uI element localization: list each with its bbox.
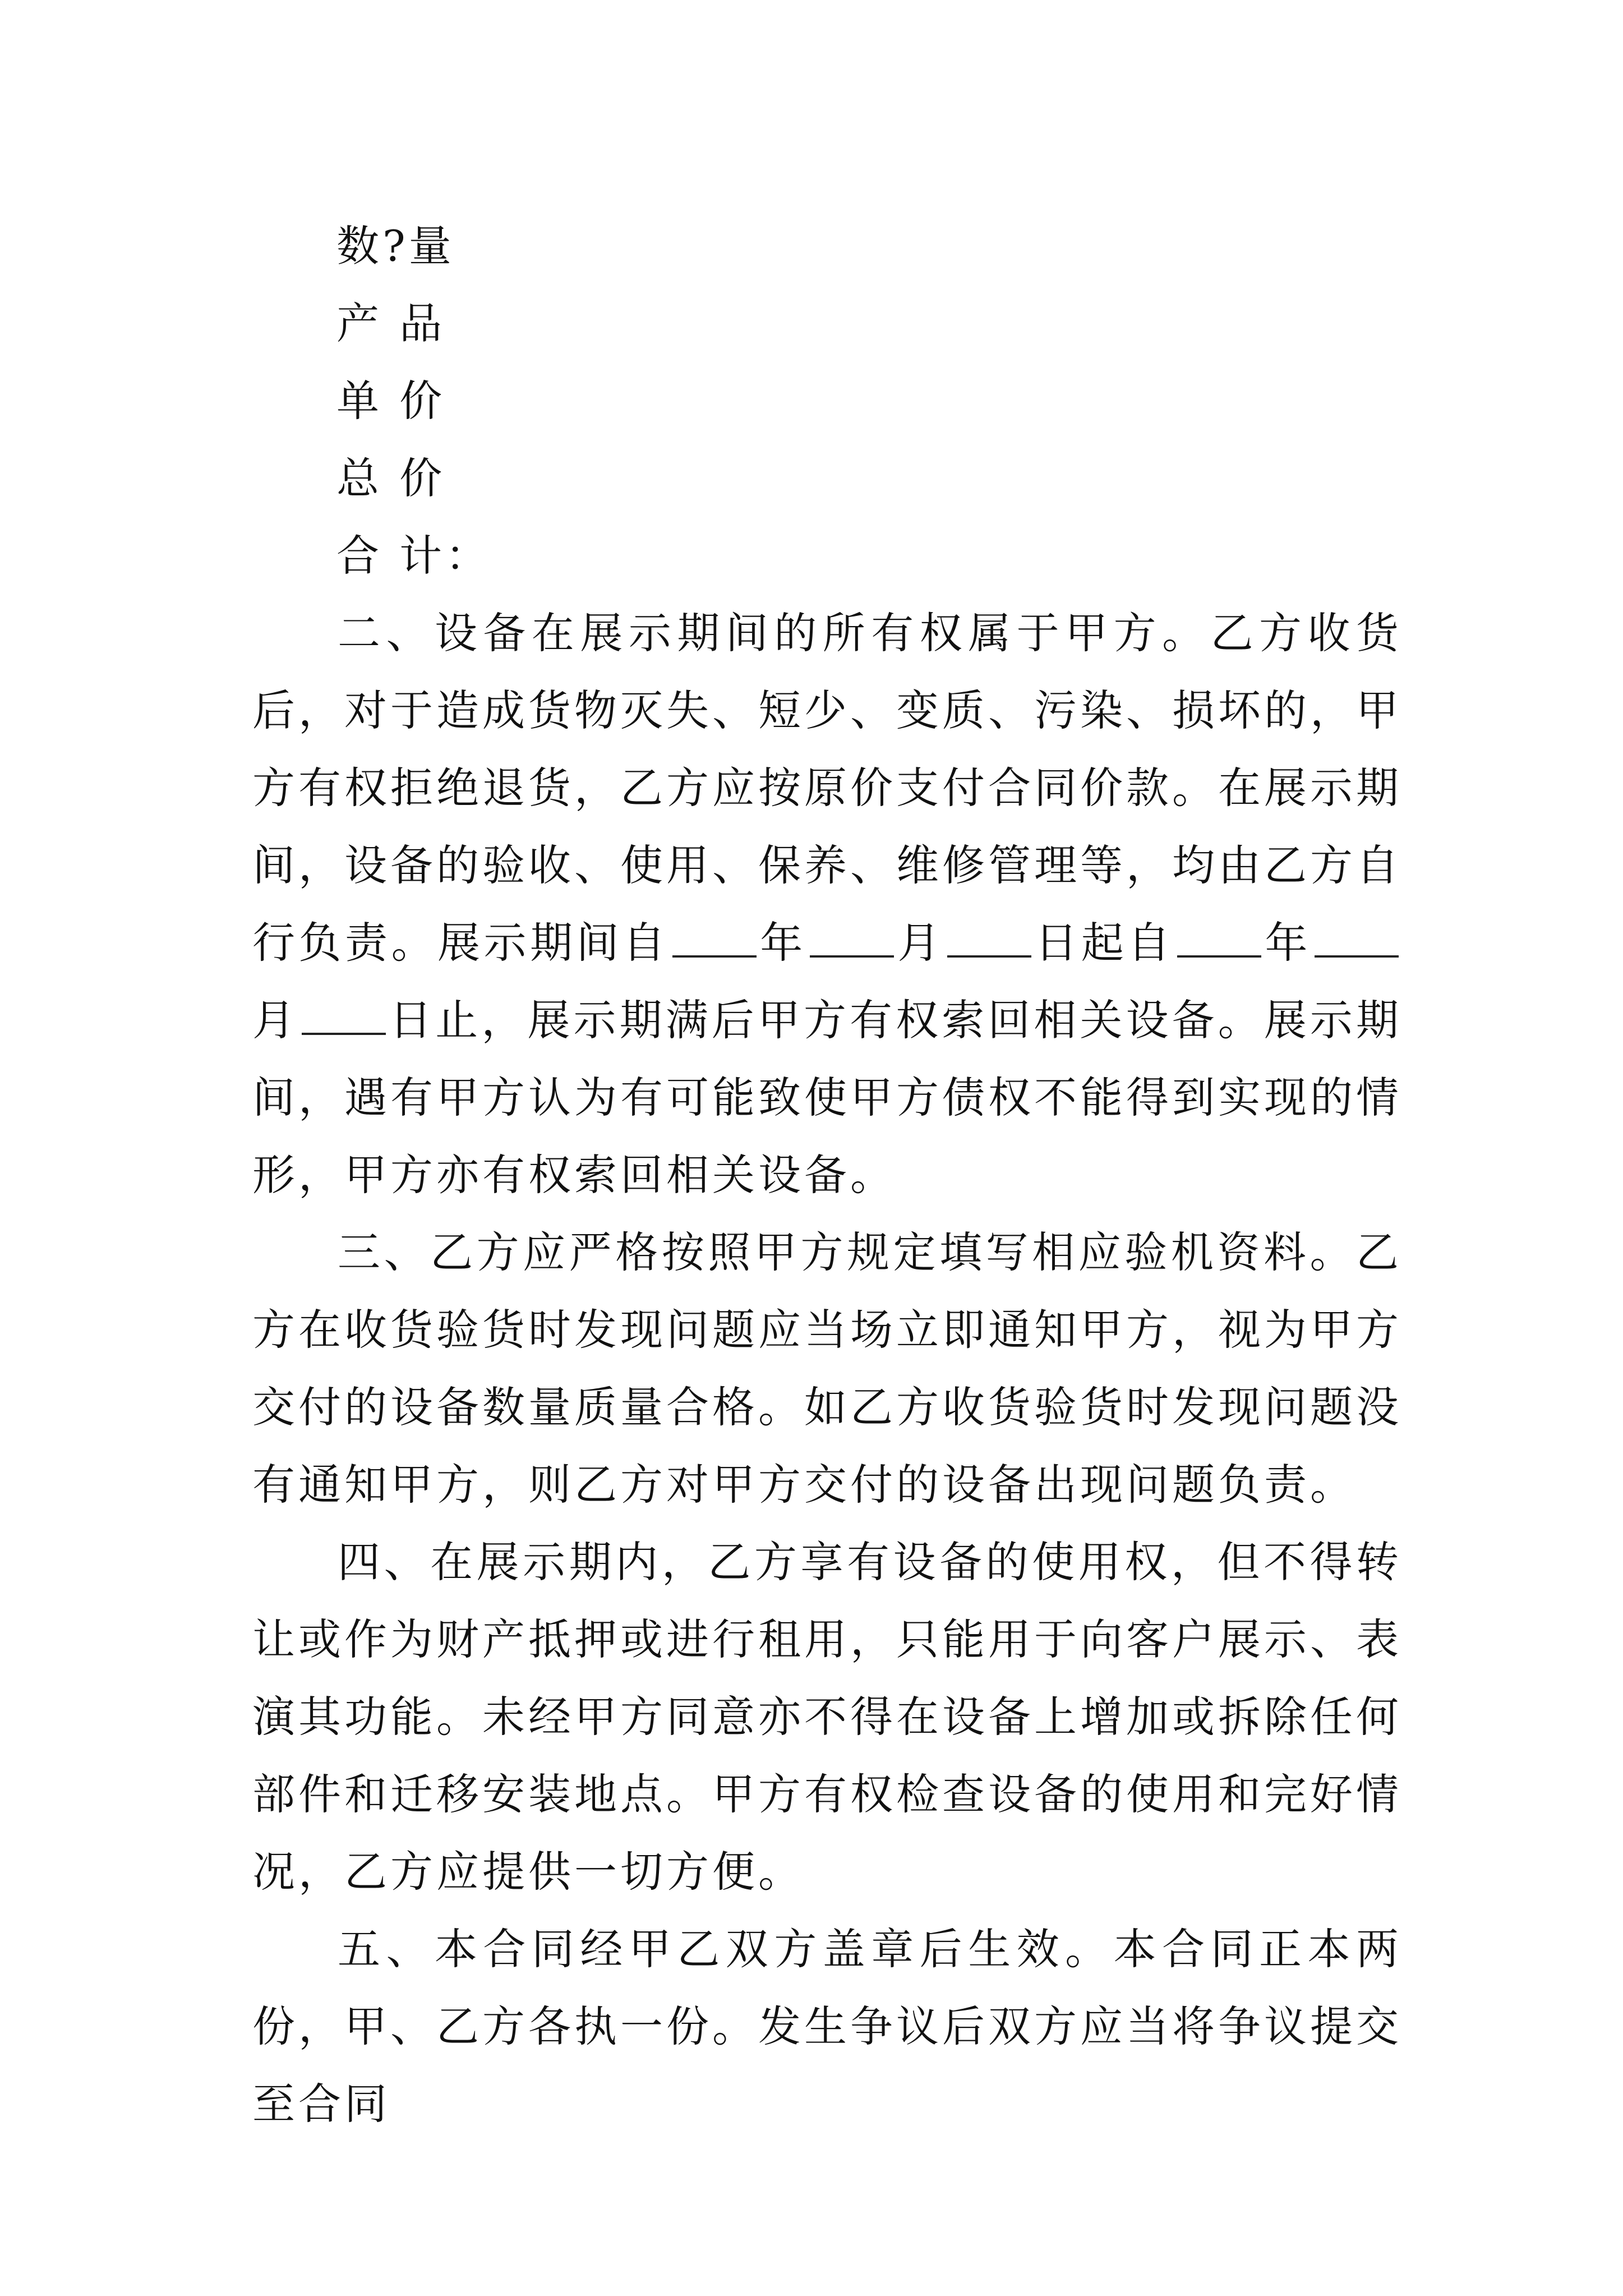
- document-body: [252, 208, 1402, 2143]
- item-sum: 合 计：: [336, 531, 492, 581]
- blank-year-end: [1177, 953, 1261, 958]
- label-day-until: 日止，: [389, 995, 528, 1045]
- item-total-price: 总 价: [336, 453, 446, 503]
- clause-5: 五、本合同经甲乙双方盖章后生效。本合同正本两份，甲、乙方各执一份。发生争议后双方应当将争议提交至合同: [252, 1924, 1402, 2129]
- blank-month-start: [810, 953, 894, 958]
- label-year: 年: [759, 918, 806, 968]
- blank-day-start: [947, 953, 1031, 958]
- clause-2-text-after: 展示期满后甲方有权索回相关设备。展示期间，遇有甲方认为有可能致使甲方债权不能得到实现的情形，甲方亦有权索回相关设备。: [252, 995, 1403, 1200]
- label-month: 月: [897, 918, 944, 968]
- blank-month-end: [1315, 953, 1399, 958]
- item-quantity: 数?量: [336, 221, 455, 271]
- item-product: 产 品: [336, 298, 446, 348]
- label-month: 月: [252, 995, 299, 1045]
- blank-year-start: [672, 953, 757, 958]
- clause-2: [252, 595, 1402, 1214]
- blank-day-end: [302, 1030, 386, 1035]
- clause-4: 四、在展示期内，乙方享有设备的使用权，但不得转让或作为财产抵押或进行租用，只能用于向客户展示、表演其功能。未经甲方同意亦不得在设备上增加或拆除任何部件和迁移安装地点。甲方有权检查设备的使用和完好情况，乙方应提供一切方便。: [252, 1537, 1402, 1897]
- clause-2-text: 二、设备在展示期间的所有权属于甲方。乙方收货后，对于造成货物灭失、短少、变质、污染、损坏的，甲方有权拒绝退货，乙方应按原价支付合同价款。在展示期间，设备的验收、使用、保养、维修管理等，均由乙方自行负责。展示期间自: [252, 608, 1402, 968]
- clause-3: 三、乙方应严格按照甲方规定填写相应验机资料。乙方在收货验货时发现问题应当场立即通知甲方，视为甲方交付的设备数量质量合格。如乙方收货验货时发现问题没有通知甲方，则乙方对甲方交付的设备出现问题负责。: [252, 1227, 1402, 1510]
- label-day-from: 日起自: [1034, 918, 1174, 968]
- label-year: 年: [1264, 918, 1312, 968]
- item-unit-price: 单 价: [336, 376, 446, 426]
